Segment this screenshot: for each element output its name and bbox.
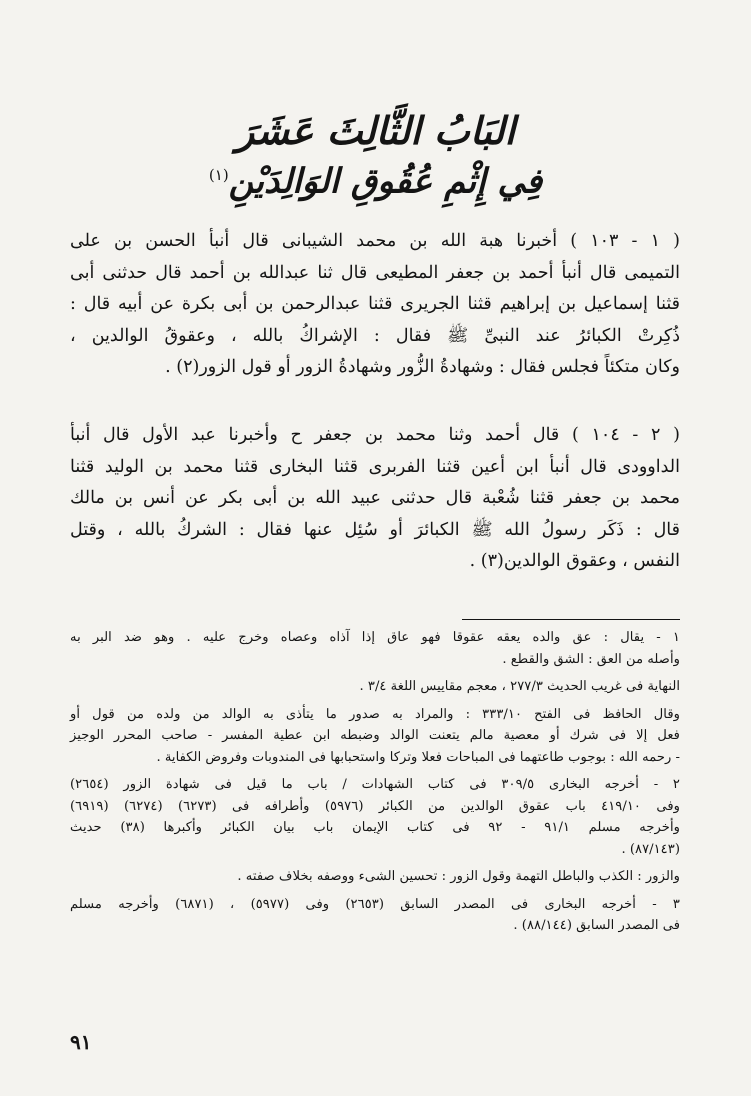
footnote-1 [70,627,680,670]
footnote-line: والزور : الكذب والباطل التهمة وقول الزور : تحسين الشىء ووصفه بخلاف صفته . [237,869,680,884]
paragraph-line: ذُكِرتْ الكبائرُ عند النبىِّ ﷺ فقال : الإشراكُ بالله ، وعقوقُ الوالدين ، [70,325,680,346]
paragraph-line: ( ١ - ١٠٣ ) أخبرنا هبة الله بن محمد الشيبانى قال أنبأ الحسن بن على [70,231,681,251]
paragraph-line: قال : ذَكَر رسولُ الله ﷺ الكبائرَ أو سُئِل عنها فقال : الشركُ بالله ، وقتل [70,519,680,540]
page-number: ٩١ [70,1030,92,1054]
footnote-line: ٣ - أخرجه البخارى فى المصدر السابق (٢٦٥٣) وفى (٥٩٧٧) ، (٦٨٧١) وأخرجه مسلم [70,896,681,912]
hadith-paragraph-2 [70,420,680,578]
footnote-line: وقال الحافظ فى الفتح ٣٣٣/١٠ : والمراد به صدور ما يتأذى به الوالد من ولده من قول أو [70,706,680,722]
chapter-subtitle [0,150,751,206]
footnotes [70,627,680,943]
footnote-line: النهاية فى غريب الحديث ٢٧٧/٣ ، معجم مقاييس اللغة ٣/٤ . [359,679,680,694]
footnote-line: ١ - يقال : عق والده يعقه عقوقا فهو عاق إذا آذاه وعصاه وخرج عليه . وهو ضد البر به [70,630,680,645]
chapter-title-text: البَابُ الثَّالِثَ عَشَرَ [235,108,516,153]
footnote-line: (٨٧/١٤٣) . [621,841,680,857]
footnote-line: وفى ٤١٩/١٠ باب عقوق الوالدين من الكبائر (٥٩٧٦) وأطرافه فى (٦٢٧٣) (٦٢٧٤) (٦٩١٩) [70,798,681,814]
paragraph-line: الداوودى قال أنبأ ابن أعين قثنا الفربرى قثنا البخارى قثنا محمد بن الوليد قثنا [70,456,680,477]
footnote-2-definition [70,866,680,888]
paragraph-line: قثنا إسماعيل بن إبراهيم قثنا الجريرى قثنا عبدالرحمن بن أبى بكرة عن أبيه قال : [70,294,680,314]
footnote-divider [462,619,680,620]
paragraph-line: النفس ، وعقوق الوالدين(٣) . [469,551,680,571]
footnote-1-commentary [70,704,680,769]
footnote-line: فى المصدر السابق (٨٨/١٤٤) . [513,918,680,933]
footnote-line: وأصله من العق : الشق والقطع . [502,651,680,667]
footnote-1-source [70,676,680,698]
paragraph-line: محمد بن جعفر قثنا شُعْبة قال حدثنى عبيد الله بن أبى بكر عن أنس بن مالك [70,488,680,508]
paragraph-line: التميمى قال أنبأ أحمد بن جعفر المطيعى قال ثنا عبدالله بن أحمد قال حدثنى أبى [70,262,680,283]
paragraph-line: ( ٢ - ١٠٤ ) قال أحمد وثنا محمد بن جعفر ح وأخبرنا عبد الأول قال أنبأ [70,425,680,445]
footnote-line: - رحمه الله : بوجوب طاعتهما فى المباحات فعلا وتركا واستحبابها فى المندوبات وفروض الكفاية . [156,749,680,765]
footnote-2 [70,774,680,860]
chapter-subtitle-text: فِي إِثْمِ عُقُوقِ الوَالِدَيْنِ [228,161,543,202]
footnote-line: فعل إلا فى شرك أو معصية مالم يتعنت الوالد وضبطه ابن عطية المفسر - صاحب المحرر الوجيز [70,728,680,743]
footnote-line: وأخرجه مسلم ٩١/١ - ٩٢ فى كتاب الإيمان باب بيان الكبائر وأكبرها (٣٨) حديث [70,820,680,835]
chapter-title [0,106,751,156]
hadith-paragraph-1 [70,226,680,384]
footnote-line: ٢ - أخرجه البخارى ٣٠٩/٥ فى كتاب الشهادات / باب ما قيل فى شهادة الزور (٢٦٥٤) [70,777,681,792]
footnote-3 [70,894,680,937]
paragraph-line: وكان متكئاً فجلس فقال : وشهادةُ الزُّور وشهادةُ الزور أو قول الزور(٢) . [165,357,680,377]
subtitle-footnote-marker: (١) [208,166,229,184]
